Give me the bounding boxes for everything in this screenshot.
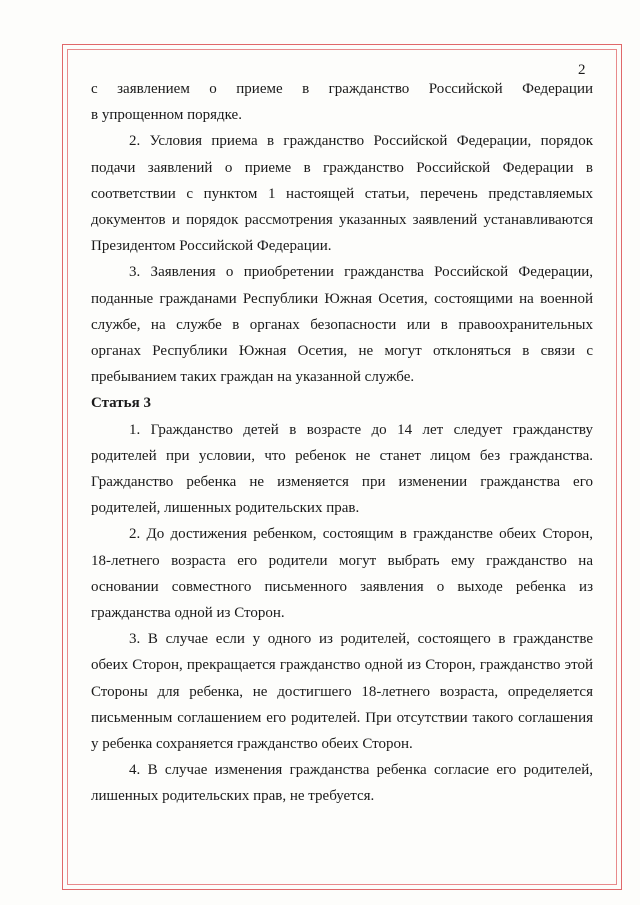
document-body: [91, 76, 593, 810]
paragraph-2: 2. Условия приема в гражданство Российской Федерации, порядок подачи заявлений о приеме в гражданство Российской Федерации в соответствии с пунктом 1 настоящей статьи, перечень представляемых документов и порядок рассмотрения указанных заявлений устанавливаются Президентом Российской Федерации.: [91, 133, 593, 255]
continued-paragraph-first-line: с заявлением о приеме в гражданство Российской Федерации: [91, 81, 593, 97]
continued-paragraph-rest: в упрощенном порядке.: [91, 107, 242, 124]
page-number: 2: [578, 62, 586, 78]
article-3-paragraph-1: 1. Гражданство детей в возрасте до 14 лет следует гражданству родителей при условии, что ребенок не станет лицом без гражданства. Гражданство ребенка не изменяется при изменении гражданства его родителей, лишенных родительских прав.: [91, 421, 593, 517]
article-3-paragraph-4: 4. В случае изменения гражданства ребенка согласие его родителей, лишенных родительских прав, не требуется.: [91, 762, 593, 805]
article-title: Статья 3: [91, 395, 151, 412]
paragraph-3: 3. Заявления о приобретении гражданства Российской Федерации, поданные гражданами Республики Южная Осетия, состоящими на военной службе, на службе в органах безопасности или в правоохранительных органах Республики Южная Осетия, не могут отклоняться в связи с пребыванием таких граждан на указанной службе.: [91, 264, 593, 386]
article-3-paragraph-3: 3. В случае если у одного из родителей, состоящего в гражданстве обеих Сторон, прекращается гражданство одной из Сторон, гражданство этой Стороны для ребенка, не достигшего 18-летнего возраста, определяется письменным соглашением его родителей. При отсутствии такого соглашения у ребенка сохраняется гражданство обеих Сторон.: [91, 631, 593, 753]
article-3-paragraph-2: 2. До достижения ребенком, состоящим в гражданстве обеих Сторон, 18-летнего возраста его родители могут выбрать ему гражданство на основании совместного письменного заявления о выходе ребенка из гражданства одной из Сторон.: [91, 526, 593, 622]
